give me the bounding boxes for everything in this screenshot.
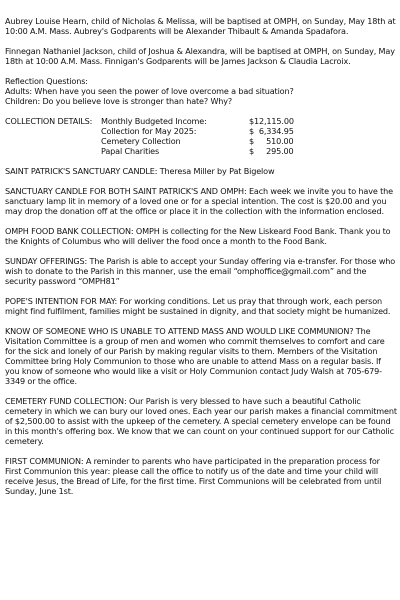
collection-row-amount: $12,115.00 — [249, 116, 294, 126]
food-bank-notice: OMPH FOOD BANK COLLECTION: OMPH is collecting for the New Liskeard Food Bank. Thank you to the Knights of Columbus who will deliver the food once a month to the Food Bank. — [5, 226, 391, 246]
cemetery-fund-notice: CEMETERY FUND COLLECTION: Our Parish is very blessed to have such a beautiful Catholic cemetery in which we can bury our loved ones. Each year our parish makes a financial commitment of $2,500.00 to assist with the upkeep of the cemetery. A special cemetery envelope can be found in this month's offering box. We know that we can count on your continued support for our Catholic cemetery. — [5, 396, 397, 446]
sunday-offerings-notice: SUNDAY OFFERINGS: The Parish is able to accept your Sunday offering via e-transfer. For those who wish to donate to the Parish in this manner, use the email “omphoffice@gmail.com” and the security password “OMPH81” — [5, 256, 396, 286]
reflection-adults: Adults: When have you seen the power of love overcome a bad situation? — [5, 86, 294, 96]
collection-row-name: Collection for May 2025: — [101, 126, 197, 136]
st-patricks-candle-notice: SAINT PATRICK'S SANCTUARY CANDLE: Theresa Miller by Pat Bigelow — [5, 166, 275, 176]
collection-label: COLLECTION DETAILS: — [5, 116, 93, 126]
collection-row-name: Monthly Budgeted Income: — [101, 116, 207, 126]
popes-intention-notice: POPE'S INTENTION FOR MAY: For working conditions. Let us pray that through work, each person might find fulfilment, families might be sustained in dignity, and that society might be humanized. — [5, 296, 391, 316]
collection-details — [5, 116, 397, 156]
collection-row-amount: $ 295.00 — [249, 146, 294, 156]
baptism-notice-aubrey: Aubrey Louise Hearn, child of Nicholas & Melissa, will be baptised at OMPH, on Sunday, May 18th at 10:00 A.M. Mass. Aubrey's Godparents will be Alexander Thibault & Amanda Spadafora. — [5, 16, 396, 36]
baptism-notice-finnegan: Finnegan Nathaniel Jackson, child of Joshua & Alexandra, will be baptised at OMPH, on Sunday, May 18th at 10:00 A.M. Mass. Finnigan's Godparents will be James Jackson & Claudia Lacroix. — [5, 46, 395, 66]
visitation-committee-notice: KNOW OF SOMEONE WHO IS UNABLE TO ATTEND MASS AND WOULD LIKE COMMUNION? The Visitation Committee is a group of men and women who commit themselves to comfort and care for the sick and lonely of our Parish by making regular visits to them. Members of the Visitation Committee bring Holy Communion to those who are unable to attend Mass on a regular basis. If you know of someone who would like a visit or Holy Communion contact Judy Walsh at 705-679-3349 or the office. — [5, 326, 385, 386]
reflection-questions — [5, 76, 397, 106]
sanctuary-candle-notice: SANCTUARY CANDLE FOR BOTH SAINT PATRICK'S AND OMPH: Each week we invite you to have the sanctuary lamp lit in memory of a loved one or for a special intention. The cost is $20.00 and you may drop the donation off at the office or place it in the collection with the information enclosed. — [5, 186, 393, 216]
first-communion-notice: FIRST COMMUNION: A reminder to parents who have participated in the preparation process for First Communion this year: please call the office to notify us of the date and time your child will receive Jesus, the Bread of Life, for the first time. First Communions will be celebrated from until Sunday, June 1st. — [5, 456, 382, 496]
collection-row-name: Papal Charities — [101, 146, 160, 156]
collection-row-amount: $ 6,334.95 — [249, 126, 294, 136]
reflection-children: Children: Do you believe love is stronger than hate? Why? — [5, 96, 233, 106]
reflection-heading: Reflection Questions: — [5, 76, 88, 86]
collection-row-amount: $ 510.00 — [249, 136, 294, 146]
collection-row-name: Cemetery Collection — [101, 136, 181, 146]
bulletin-page — [5, 16, 397, 506]
